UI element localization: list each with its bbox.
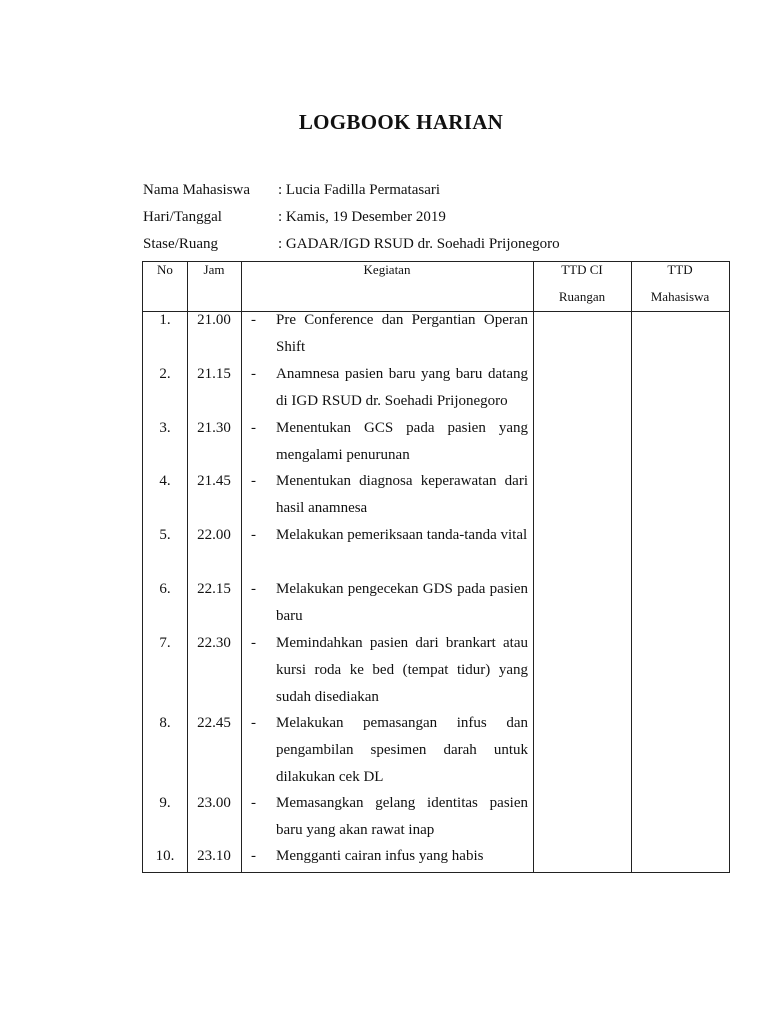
row-number: 8.: [159, 715, 171, 731]
row-activity: Mengganti cairan infus yang habis: [276, 848, 484, 864]
column-divider: [187, 262, 188, 872]
header-ttd-mhs-line2: Mahasiswa: [650, 289, 710, 304]
column-divider: [631, 262, 632, 872]
info-label: Stase/Ruang: [143, 236, 218, 252]
row-activity: Memindahkan pasien dari brankart atau kursi roda ke bed (tempat tidur) yang sudah disediakan: [276, 635, 528, 705]
row-activity: Menentukan diagnosa keperawatan dari hasil anamnesa: [276, 473, 528, 516]
row-time: 22.30: [197, 635, 231, 651]
row-activity: Melakukan pengecekan GDS pada pasien baru: [276, 581, 528, 624]
row-dash: -: [251, 473, 256, 489]
row-time: 21.30: [197, 420, 231, 436]
row-time: 22.15: [197, 581, 231, 597]
row-number: 3.: [159, 420, 171, 436]
row-time: 21.15: [197, 366, 231, 382]
header-kegiatan: Kegiatan: [363, 262, 411, 277]
row-activity: Melakukan pemeriksaan tanda-tanda vital: [276, 527, 528, 543]
column-divider: [533, 262, 534, 872]
info-value: : Kamis, 19 Desember 2019: [278, 209, 446, 225]
row-dash: -: [251, 581, 256, 597]
row-number: 2.: [159, 366, 171, 382]
row-dash: -: [251, 527, 256, 543]
row-time: 21.00: [197, 312, 231, 328]
row-time: 22.45: [197, 715, 231, 731]
page-title: LOGBOOK HARIAN: [298, 110, 504, 134]
header-jam: Jam: [203, 262, 225, 277]
row-activity: Menentukan GCS pada pasien yang mengalami penurunan: [276, 420, 528, 463]
header-ttd-mhs-line1: TTD: [667, 262, 693, 277]
row-number: 6.: [159, 581, 171, 597]
header-ttd-ci: [533, 256, 631, 310]
row-dash: -: [251, 795, 256, 811]
row-dash: -: [251, 848, 256, 864]
column-divider: [241, 262, 242, 872]
logbook-table: [142, 261, 730, 873]
row-number: 9.: [159, 795, 171, 811]
header-ttd-ci-line2: Ruangan: [558, 289, 606, 304]
row-dash: -: [251, 366, 256, 382]
row-number: 10.: [155, 848, 175, 864]
row-activity: Anamnesa pasien baru yang baru datang di IGD RSUD dr. Soehadi Prijonegoro: [276, 366, 528, 409]
row-time: 23.00: [197, 795, 231, 811]
row-time: 21.45: [197, 473, 231, 489]
info-value: : Lucia Fadilla Permatasari: [278, 182, 441, 198]
row-number: 5.: [159, 527, 171, 543]
header-ttd-mahasiswa: [631, 256, 729, 310]
row-dash: -: [251, 420, 256, 436]
row-time: 22.00: [197, 527, 231, 543]
header-no: No: [157, 262, 173, 277]
row-time: 23.10: [197, 848, 231, 864]
row-number: 1.: [159, 312, 171, 328]
row-activity: Pre Conference dan Pergantian Operan Shift: [276, 312, 528, 355]
header-ttd-ci-line1: TTD CI: [561, 262, 603, 277]
info-label: Nama Mahasiswa: [143, 182, 251, 198]
row-dash: -: [251, 312, 256, 328]
row-activity: Melakukan pemasangan infus dan pengambilan spesimen darah untuk dilakukan cek DL: [276, 715, 528, 785]
info-value: : GADAR/IGD RSUD dr. Soehadi Prijonegoro: [278, 236, 560, 252]
row-activity: Memasangkan gelang identitas pasien baru yang akan rawat inap: [276, 795, 528, 838]
row-number: 7.: [159, 635, 171, 651]
info-label: Hari/Tanggal: [143, 209, 222, 225]
row-number: 4.: [159, 473, 171, 489]
row-dash: -: [251, 715, 256, 731]
row-dash: -: [251, 635, 256, 651]
